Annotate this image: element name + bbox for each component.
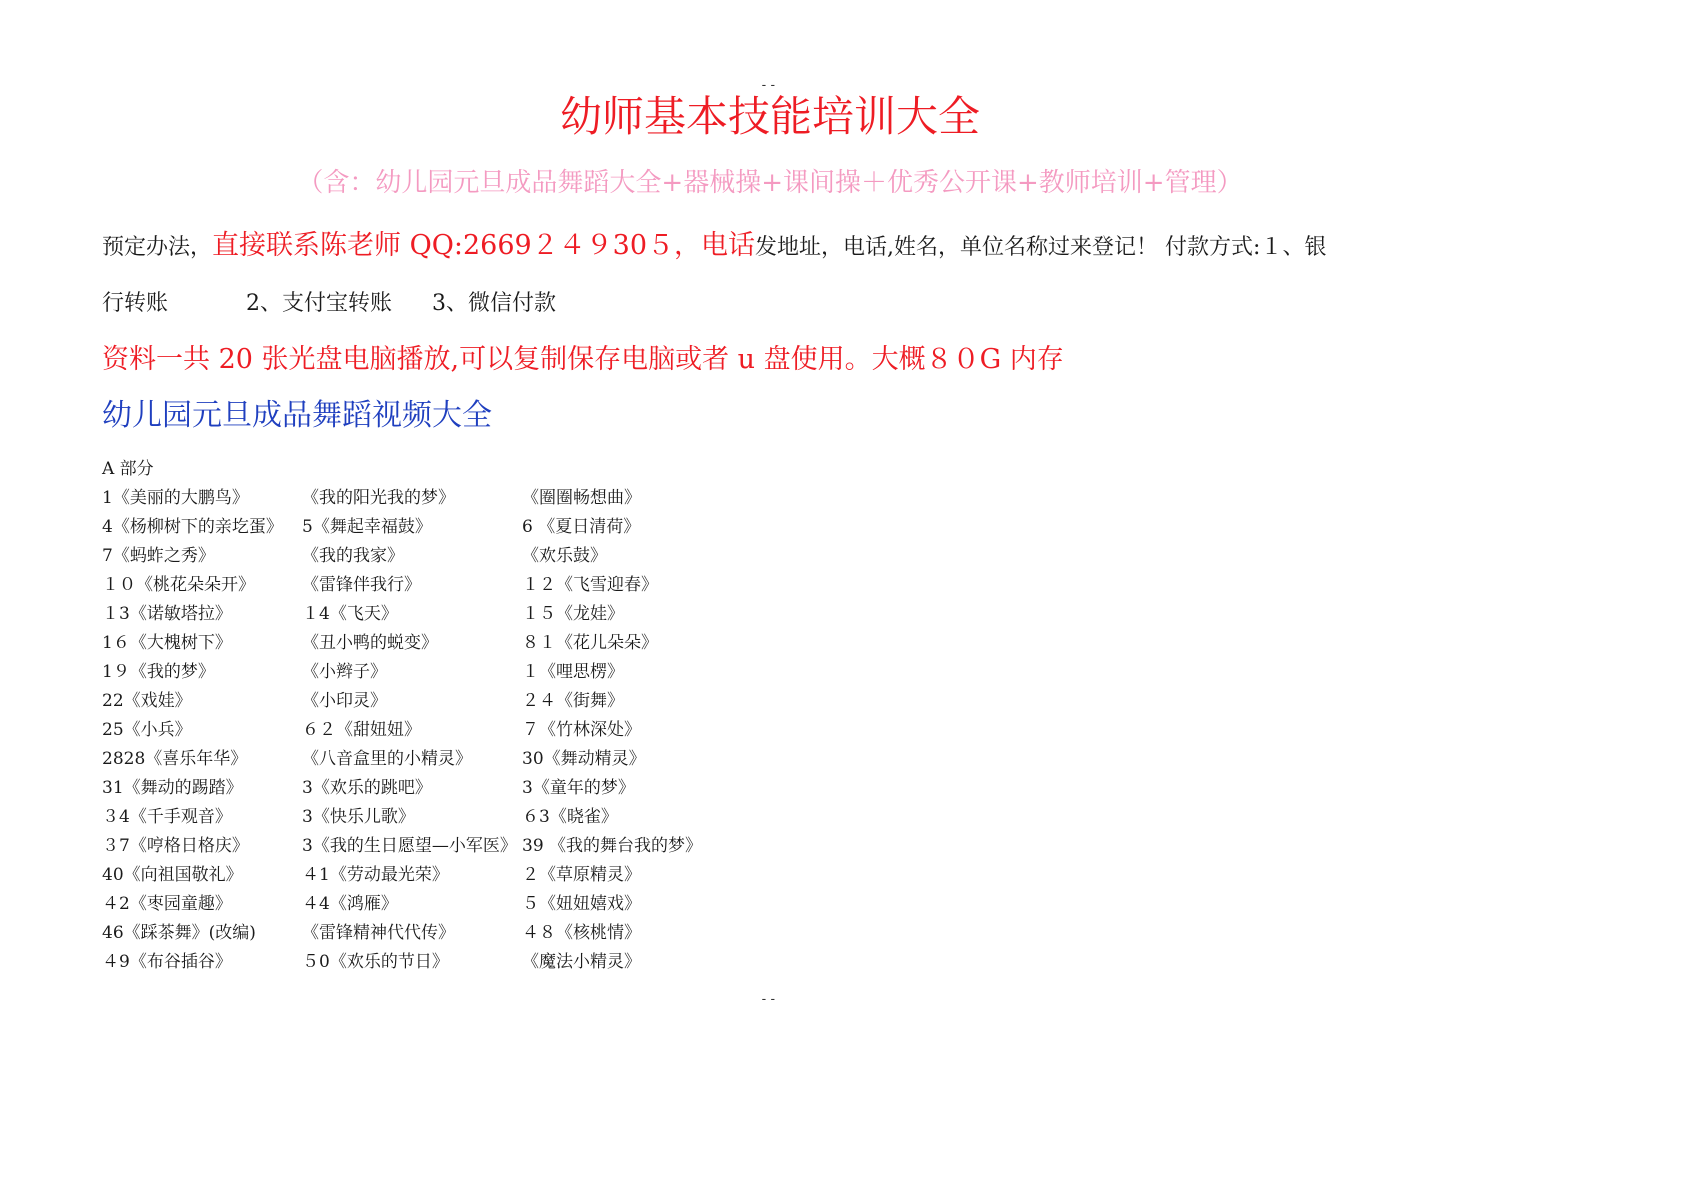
dance-item: 3《快乐儿歌》 <box>302 807 415 827</box>
dance-item: ５0《欢乐的节日》 <box>302 952 449 972</box>
dance-item: 3《我的生日愿望—小军医》 <box>302 836 517 856</box>
dance-row <box>102 861 862 890</box>
dance-item: １《哩思楞》 <box>522 662 624 682</box>
material-note: 资料一共 20 张光盘电脑播放,可以复制保存电脑或者 u 盘使用。大概８０G 内存 <box>102 344 1064 375</box>
dance-item: 《我的我家》 <box>302 546 404 566</box>
dance-item: 《魔法小精灵》 <box>522 952 641 972</box>
dance-item: 4《杨柳树下的亲圪蛋》 <box>102 517 283 537</box>
dance-row <box>102 542 862 571</box>
page-title: 幼师基本技能培训大全 <box>559 92 980 141</box>
dance-row <box>102 774 862 803</box>
dance-item: 25《小兵》 <box>102 720 192 740</box>
dance-item: 3《欢乐的跳吧》 <box>302 778 432 798</box>
page-mark-top: -- <box>760 78 778 93</box>
dance-item: ４1《劳动最光荣》 <box>302 865 449 885</box>
dance-item: ４2《枣园童趣》 <box>102 894 232 914</box>
dance-item: ３7《哼格日格庆》 <box>102 836 249 856</box>
dance-item: 1９《我的梦》 <box>102 662 215 682</box>
dance-item: 22《戏娃》 <box>102 691 192 711</box>
dance-item: 30《舞动精灵》 <box>522 749 646 769</box>
dance-item: 《丑小鸭的蜕变》 <box>302 633 438 653</box>
dance-row <box>102 919 862 948</box>
dance-item: ４4《鸿雁》 <box>302 894 398 914</box>
order-intro: 预定办法， <box>102 235 213 260</box>
dance-row <box>102 484 862 513</box>
dance-item: １4《飞天》 <box>302 604 398 624</box>
dance-row <box>102 890 862 919</box>
dance-row <box>102 803 862 832</box>
payment-methods <box>102 286 556 322</box>
dance-row <box>102 832 862 861</box>
dance-row <box>102 629 862 658</box>
section-title: 幼儿园元旦成品舞蹈视频大全 <box>102 398 492 433</box>
dance-item: 《我的阳光我的梦》 <box>302 488 455 508</box>
order-details: 发地址，电话,姓名，单位名称过来登记！ 付款方式:１、银 <box>755 235 1327 260</box>
dance-row <box>102 687 862 716</box>
dance-item: 46《踩茶舞》(改编) <box>102 923 256 943</box>
dance-item: ３4《千手观音》 <box>102 807 232 827</box>
page-mark-bottom: -- <box>760 992 778 1007</box>
dance-item: ４9《布谷插谷》 <box>102 952 232 972</box>
dance-item: １０《桃花朵朵开》 <box>102 575 255 595</box>
dance-item: 5《舞起幸福鼓》 <box>302 517 432 537</box>
dance-item: ８１《花儿朵朵》 <box>522 633 658 653</box>
dance-item: ６3《晓雀》 <box>522 807 618 827</box>
dance-row <box>102 571 862 600</box>
dance-item: 《雷锋伴我行》 <box>302 575 421 595</box>
dance-item: 6 《夏日清荷》 <box>522 517 641 537</box>
payment-bank-transfer: 行转账 <box>102 291 169 316</box>
dance-item: 《小辫子》 <box>302 662 387 682</box>
dance-item: １3《诺敏塔拉》 <box>102 604 232 624</box>
dance-item: 39 《我的舞台我的梦》 <box>522 836 703 856</box>
dance-item: ７《竹林深处》 <box>522 720 641 740</box>
dance-item: 《雷锋精神代代传》 <box>302 923 455 943</box>
dance-item: ６２《甜妞妞》 <box>302 720 421 740</box>
payment-alipay: 2、支付宝转账 <box>246 291 393 316</box>
dance-item: 《八音盒里的小精灵》 <box>302 749 472 769</box>
dance-item: 1６《大槐树下》 <box>102 633 232 653</box>
dance-row <box>102 948 862 977</box>
dance-item: 《小印灵》 <box>302 691 387 711</box>
dance-item: 《欢乐鼓》 <box>522 546 607 566</box>
dance-row <box>102 513 862 542</box>
dance-row <box>102 745 862 774</box>
dance-item: 40《向祖国敬礼》 <box>102 865 243 885</box>
dance-item: 7《蚂蚱之秀》 <box>102 546 215 566</box>
dance-item: 《圈圈畅想曲》 <box>522 488 641 508</box>
dance-item: ２４《街舞》 <box>522 691 624 711</box>
dance-item: 1《美丽的大鹏鸟》 <box>102 488 249 508</box>
order-info <box>102 226 1326 268</box>
part-label: A 部分 <box>102 459 154 479</box>
dance-row <box>102 600 862 629</box>
page-subtitle: （含：幼儿园元旦成品舞蹈大全+器械操+课间操＋优秀公开课+教师培训+管理） <box>297 168 1243 198</box>
dance-item: 2828《喜乐年华》 <box>102 749 248 769</box>
dance-item: 3《童年的梦》 <box>522 778 635 798</box>
order-contact: 直接联系陈老师 QQ:2669２４９30５，电话 <box>212 230 756 261</box>
dance-item: 31《舞动的踢踏》 <box>102 778 243 798</box>
dance-item: ４８《核桃情》 <box>522 923 641 943</box>
payment-wechat: 3、微信付款 <box>432 291 557 316</box>
dance-item: ５《妞妞嬉戏》 <box>522 894 641 914</box>
dance-list <box>102 484 862 977</box>
dance-row <box>102 658 862 687</box>
dance-item: １５《龙娃》 <box>522 604 624 624</box>
dance-row <box>102 716 862 745</box>
dance-item: ２《草原精灵》 <box>522 865 641 885</box>
dance-item: １２《飞雪迎春》 <box>522 575 658 595</box>
